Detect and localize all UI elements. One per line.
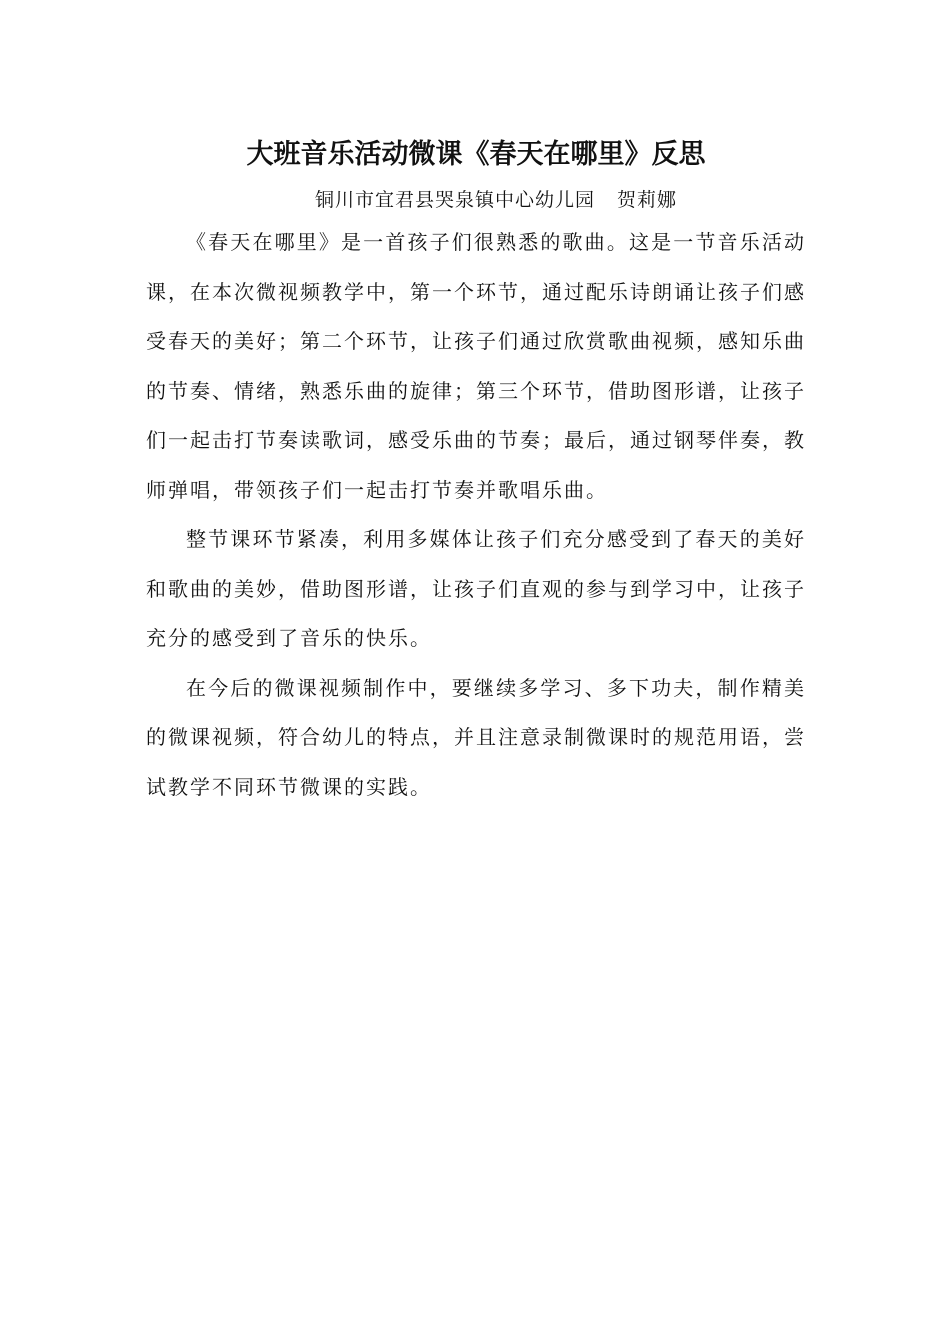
document-page — [146, 128, 806, 812]
body-paragraph-3: 在今后的微课视频制作中，要继续多学习、多下功夫，制作精美的微课视频，符合幼儿的特点，并且注意录制微课时的规范用语，尝试教学不同环节微课的实践。 — [146, 675, 806, 799]
author-organization: 铜川市宜君县哭泉镇中心幼儿园 — [314, 189, 595, 211]
document-title: 大班音乐活动微课《春天在哪里》反思 — [246, 139, 706, 170]
body-paragraph-2: 整节课环节紧凑，利用多媒体让孩子们充分感受到了春天的美好和歌曲的美妙，借助图形谱，让孩子们直观的参与到学习中，让孩子充分的感受到了音乐的快乐。 — [146, 527, 806, 650]
author-byline — [146, 182, 806, 218]
body-paragraph-1: 《春天在哪里》是一首孩子们很熟悉的歌曲。这是一节音乐活动课，在本次微视频教学中，第一个环节，通过配乐诗朗诵让孩子们感受春天的美好；第二个环节，让孩子们通过欣赏歌曲视频，感知乐曲的节奏、情绪，熟悉乐曲的旋律；第三个环节，借助图形谱，让孩子们一起击打节奏读歌词，感受乐曲的节奏；最后，通过钢琴伴奏，教师弹唱，带领孩子们一起击打节奏并歌唱乐曲。 — [146, 230, 806, 502]
author-name: 贺莉娜 — [617, 189, 678, 211]
